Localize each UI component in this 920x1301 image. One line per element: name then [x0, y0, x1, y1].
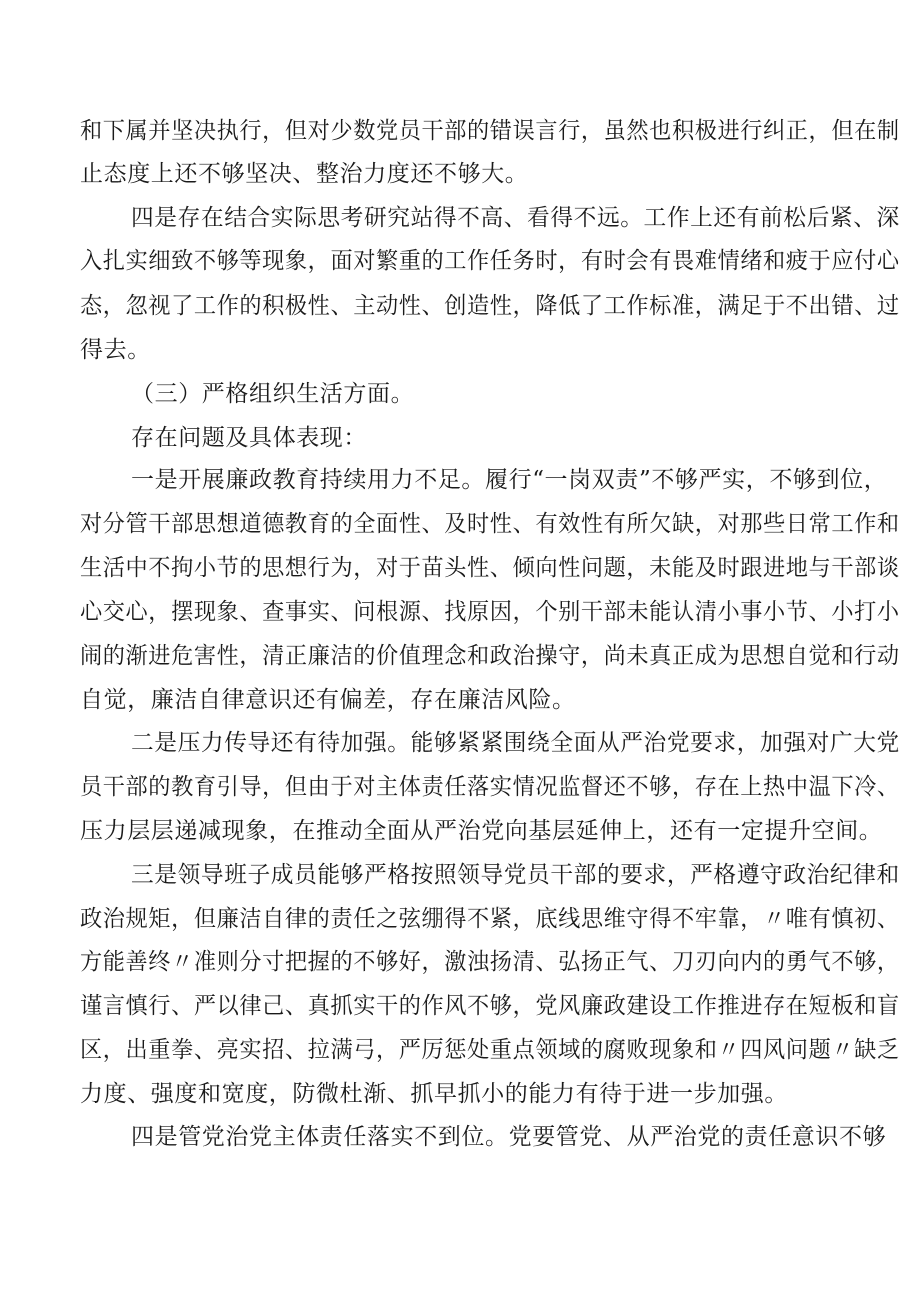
text-line: 一是开展廉政教育持续用力不足。履行“一岗双责”不够严实，不够到位，	[131, 467, 888, 493]
text-line: 员干部的教育引导，但由于对主体责任落实情况监督还不够，存在上热中温下冷、	[80, 774, 900, 800]
text-line: 对分管干部思想道德教育的全面性、及时性、有效性有所欠缺，对那些日常工作和	[80, 511, 900, 537]
text-line: 自觉，廉洁自律意识还有偏差，存在廉洁风险。	[80, 687, 576, 713]
section-heading: （三）严格组织生活方面。	[131, 381, 415, 407]
text-line: 力度、强度和宽度，防微杜渐、抓早抓小的能力有待于进一步加强。	[80, 1081, 788, 1107]
text-line: 闹的渐进危害性，清正廉洁的价值理念和政治操守，尚未真正成为思想自觉和行动	[80, 643, 900, 669]
text-line: 方能善终〃准则分寸把握的不够好，激浊扬清、弘扬正气、刀刃向内的勇气不够，	[80, 949, 900, 975]
text-line: 止态度上还不够坚决、整治力度还不够大。	[80, 161, 529, 187]
text-line: 四是存在结合实际思考研究站得不高、看得不远。工作上还有前松后紧、深	[131, 205, 900, 231]
text-line: 三是领导班子成员能够严格按照领导党员干部的要求，严格遵守政治纪律和	[131, 862, 900, 888]
text-line: 得去。	[80, 337, 151, 363]
text-line: 生活中不拘小节的思想行为，对于苗头性、倾向性问题，未能及时跟进地与干部谈	[80, 555, 900, 581]
text-line: 入扎实细致不够等现象，面对繁重的工作任务时，有时会有畏难情绪和疲于应付心	[80, 248, 900, 274]
text-line: 存在问题及具体表现：	[131, 425, 367, 451]
text-line: 政治规矩，但廉洁自律的责任之弦绷得不紧，底线思维守得不牢靠，〃唯有慎初、	[80, 906, 900, 932]
text-line: 态，忽视了工作的积极性、主动性、创造性，降低了工作标准，满足于不出错、过	[80, 293, 900, 319]
text-line: 区，出重拳、亮实招、拉满弓，严厉惩处重点领域的腐败现象和〃四风问题〃缺乏	[80, 1037, 900, 1063]
text-line: 四是管党治党主体责任落实不到位。党要管党、从严治党的责任意识不够	[131, 1124, 887, 1150]
text-line: 和下属并坚决执行，但对少数党员干部的错误言行，虽然也积极进行纠正，但在制	[80, 118, 900, 144]
text-line: 心交心，摆现象、查事实、问根源、找原因，个别干部未能认清小事小节、小打小	[80, 599, 900, 625]
text-line: 谨言慎行、严以律己、真抓实干的作风不够，党风廉政建设工作推进存在短板和盲	[80, 993, 900, 1019]
text-line: 二是压力传导还有待加强。能够紧紧围绕全面从严治党要求，加强对广大党	[131, 730, 900, 756]
text-line: 压力层层递减现象，在推动全面从严治党向基层延伸上，还有一定提升空间。	[80, 818, 883, 844]
